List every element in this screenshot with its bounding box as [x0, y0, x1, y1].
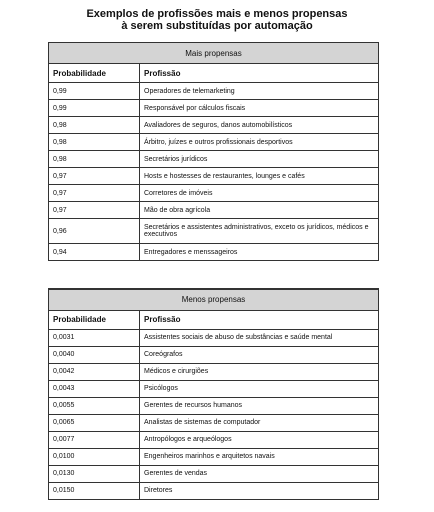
- table-row: [49, 431, 379, 448]
- probability-cell: 0,0100: [49, 448, 140, 465]
- probability-cell: 0,94: [49, 244, 140, 261]
- profession-cell: Gerentes de recursos humanos: [140, 397, 379, 414]
- table-row: [49, 151, 379, 168]
- profession-cell: Corretores de imóveis: [140, 185, 379, 202]
- column-header-row: [49, 64, 379, 83]
- column-header-probability: Probabilidade: [49, 64, 140, 83]
- title-line-1: Exemplos de profissões mais e menos propensas: [86, 8, 348, 20]
- profession-cell: Avaliadores de seguros, danos automobilísticos: [140, 117, 379, 134]
- profession-cell: Coreógrafos: [140, 346, 379, 363]
- probability-cell: 0,0130: [49, 465, 140, 482]
- table-heading-row: [49, 43, 379, 64]
- table-row: [49, 244, 379, 261]
- table-row: [49, 329, 379, 346]
- profession-cell: Secretários jurídicos: [140, 151, 379, 168]
- probability-cell: 0,97: [49, 202, 140, 219]
- table-row: [49, 346, 379, 363]
- column-header-profession: Profissão: [140, 310, 379, 329]
- profession-cell: Antropólogos e arqueólogos: [140, 431, 379, 448]
- probability-cell: 0,0055: [49, 397, 140, 414]
- probability-cell: 0,99: [49, 83, 140, 100]
- table-least-likely-body: [49, 289, 379, 499]
- profession-cell: Engenheiros marinhos e arquitetos navais: [140, 448, 379, 465]
- probability-cell: 0,98: [49, 117, 140, 134]
- profession-cell: Gerentes de vendas: [140, 465, 379, 482]
- profession-cell: Mão de obra agrícola: [140, 202, 379, 219]
- table-least-likely: [48, 288, 379, 500]
- table-row: [49, 482, 379, 499]
- table-row: [49, 185, 379, 202]
- probability-cell: 0,0043: [49, 380, 140, 397]
- column-header-profession: Profissão: [140, 64, 379, 83]
- table-most-likely-body: [49, 43, 379, 261]
- probability-cell: 0,0042: [49, 363, 140, 380]
- column-header-probability: Probabilidade: [49, 310, 140, 329]
- document-title: [0, 8, 434, 32]
- probability-cell: 0,99: [49, 100, 140, 117]
- profession-cell: Operadores de telemarketing: [140, 83, 379, 100]
- column-header-row: [49, 310, 379, 329]
- profession-cell: Médicos e cirurgiões: [140, 363, 379, 380]
- probability-cell: 0,0077: [49, 431, 140, 448]
- table-row: [49, 100, 379, 117]
- profession-cell: Responsável por cálculos fiscais: [140, 100, 379, 117]
- probability-cell: 0,0065: [49, 414, 140, 431]
- table-row: [49, 380, 379, 397]
- probability-cell: 0,98: [49, 134, 140, 151]
- table-heading: Menos propensas: [49, 289, 379, 310]
- table-row: [49, 414, 379, 431]
- probability-cell: 0,97: [49, 168, 140, 185]
- profession-cell: Árbitro, juízes e outros profissionais desportivos: [140, 134, 379, 151]
- table-row: [49, 465, 379, 482]
- table-heading: Mais propensas: [49, 43, 379, 64]
- profession-cell: Psicólogos: [140, 380, 379, 397]
- table-row: [49, 134, 379, 151]
- probability-cell: 0,98: [49, 151, 140, 168]
- table-row: [49, 219, 379, 244]
- profession-cell: Secretários e assistentes administrativos, exceto os jurídicos, médicos e executivos: [140, 219, 379, 244]
- profession-cell: Assistentes sociais de abuso de substâncias e saúde mental: [140, 329, 379, 346]
- table-row: [49, 363, 379, 380]
- profession-cell: Hosts e hostesses de restaurantes, lounges e cafés: [140, 168, 379, 185]
- table-row: [49, 202, 379, 219]
- probability-cell: 0,0040: [49, 346, 140, 363]
- table-row: [49, 448, 379, 465]
- profession-cell: Entregadores e menssageiros: [140, 244, 379, 261]
- title-line-2: à serem substituídas por automação: [121, 20, 313, 32]
- table-most-likely: [48, 42, 379, 261]
- probability-cell: 0,0031: [49, 329, 140, 346]
- profession-cell: Diretores: [140, 482, 379, 499]
- probability-cell: 0,96: [49, 219, 140, 244]
- table-row: [49, 168, 379, 185]
- table-row: [49, 117, 379, 134]
- probability-cell: 0,97: [49, 185, 140, 202]
- table-heading-row: [49, 289, 379, 310]
- table-row: [49, 83, 379, 100]
- probability-cell: 0,0150: [49, 482, 140, 499]
- profession-cell: Analistas de sistemas de computador: [140, 414, 379, 431]
- table-row: [49, 397, 379, 414]
